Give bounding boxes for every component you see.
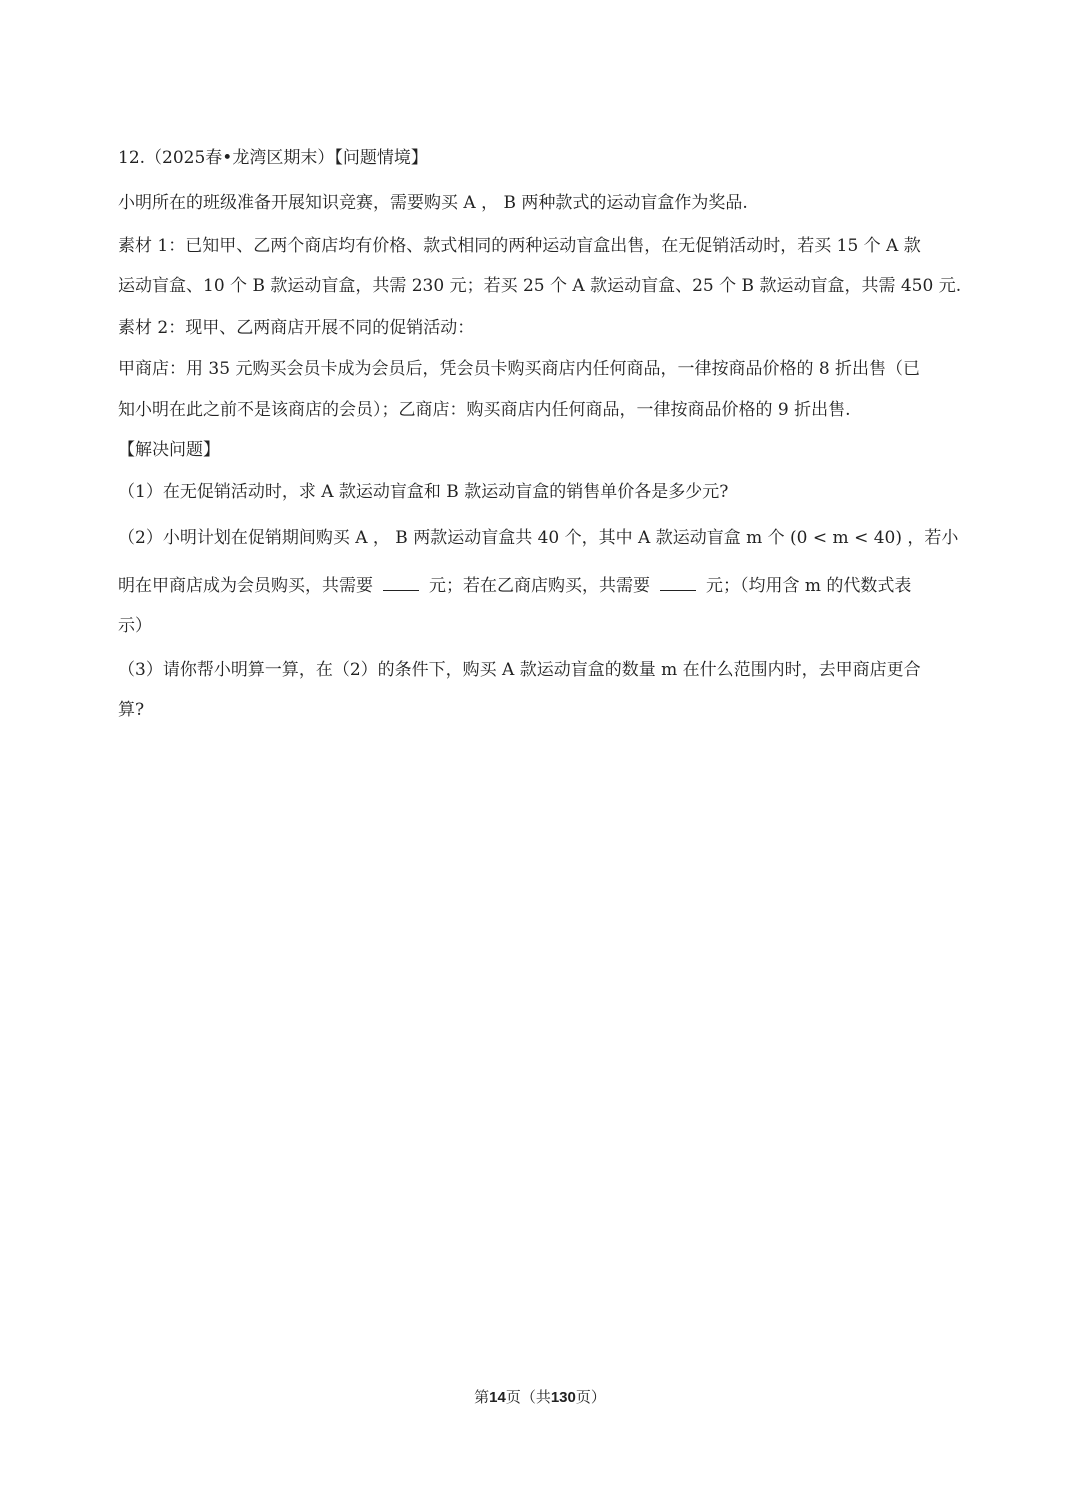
footer-suffix: 页） [575, 1388, 606, 1406]
solve-heading: 【解决问题】 [118, 440, 220, 460]
sub-question-2-text-a: 明在甲商店成为会员购买，共需要 [118, 576, 373, 596]
sub-question-2-line-1: （2）小明计划在促销期间购买 A ， B 两款运动盲盒共 40 个，其中 A 款运动盲盒 m 个 (0 < m < 40) ，若小 [118, 528, 959, 548]
footer-total-pages: 130 [550, 1389, 576, 1406]
material-2-title: 素材 2：现甲、乙两商店开展不同的促销活动： [118, 318, 475, 338]
material-1-line-2: 运动盲盒、10 个 B 款运动盲盒，共需 230 元；若买 25 个 A 款运动盲盒、25 个 B 款运动盲盒，共需 450 元. [118, 276, 962, 296]
footer-page-number: 14 [489, 1389, 506, 1406]
sub-question-2-text-c: 元；（均用含 m 的代数式表 [706, 576, 912, 596]
material-2-line-2: 知小明在此之前不是该商店的会员）；乙商店：购买商店内任何商品，一律按商品价格的 9 折出售. [118, 400, 851, 420]
sub-question-3-line-1: （3）请你帮小明算一算，在（2）的条件下，购买 A 款运动盲盒的数量 m 在什么范围内时，去甲商店更合 [118, 660, 921, 680]
question-context: 小明所在的班级准备开展知识竞赛，需要购买 A ， B 两种款式的运动盲盒作为奖品. [118, 193, 748, 213]
material-1-line-1: 素材 1：已知甲、乙两个商店均有价格、款式相同的两种运动盲盒出售，在无促销活动时，若买 15 个 A 款 [118, 236, 921, 256]
sub-question-2-text-b: 元；若在乙商店购买，共需要 [429, 576, 650, 596]
material-2-line-1: 甲商店：用 35 元购买会员卡成为会员后，凭会员卡购买商店内任何商品，一律按商品价格的 8 折出售（已 [118, 359, 921, 379]
sub-question-1: （1）在无促销活动时，求 A 款运动盲盒和 B 款运动盲盒的销售单价各是多少元? [118, 482, 729, 502]
answer-blank-1[interactable] [383, 576, 419, 591]
footer-mid: 页（共 [505, 1388, 551, 1406]
footer-prefix: 第 [474, 1388, 490, 1406]
sub-question-3-line-2: 算? [118, 700, 145, 720]
question-header: 12.（2025春•龙湾区期末）【问题情境】 [118, 148, 428, 168]
sub-question-2-line-3: 示） [118, 616, 152, 636]
sub-question-2-line-2 [118, 574, 911, 598]
page-footer [0, 1387, 1080, 1408]
answer-blank-2[interactable] [660, 576, 696, 591]
